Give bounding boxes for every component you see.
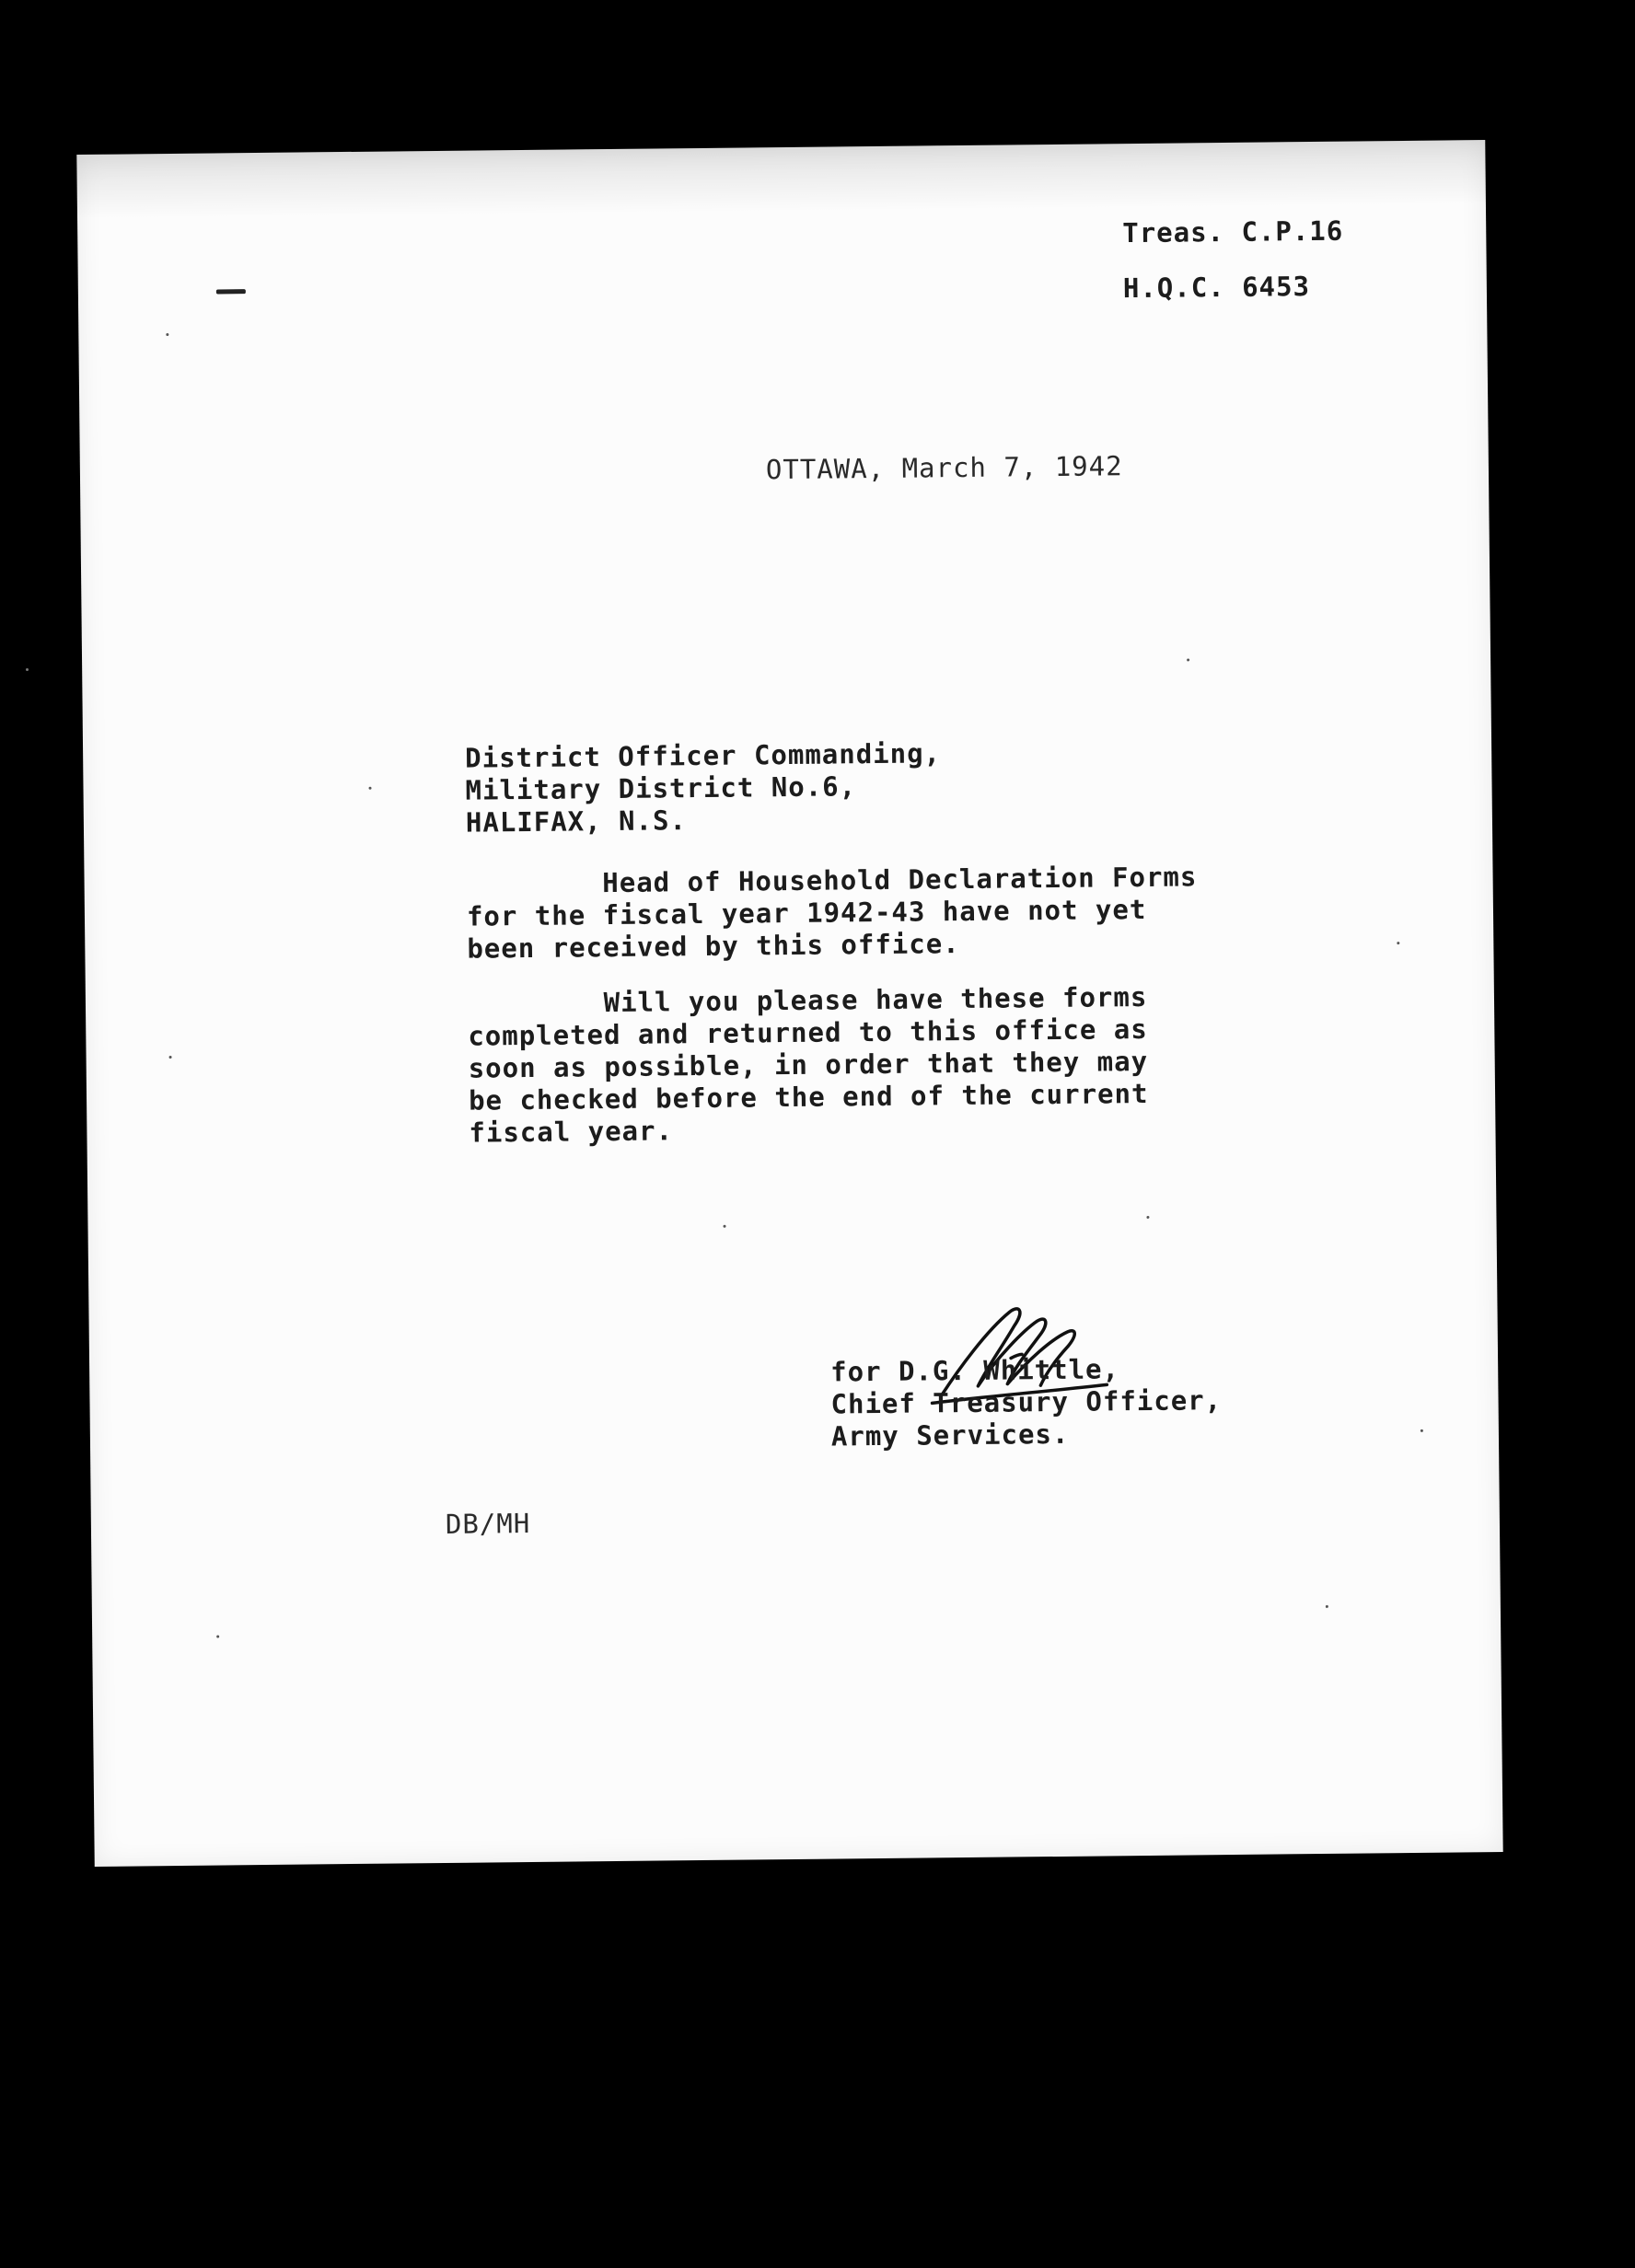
body-line: completed and returned to this office as	[468, 1012, 1148, 1052]
pencil-mark	[216, 289, 246, 294]
body-line: fiscal year.	[469, 1115, 674, 1149]
body-line: Head of Household Declaration Forms	[466, 861, 1198, 900]
file-reference-hqc: H.Q.C. 6453	[1122, 271, 1311, 305]
body-paragraph-2	[468, 981, 1149, 1150]
paper-speck	[1420, 1429, 1423, 1432]
addressee-line: Military District No.6,	[465, 770, 857, 806]
body-line: Will you please have these forms	[467, 980, 1148, 1020]
paper-speck	[369, 787, 372, 790]
paper-speck	[1397, 942, 1399, 944]
body-line: be checked before the end of the current	[468, 1077, 1149, 1117]
body-line: been received by this office.	[467, 928, 960, 965]
paper-speck	[1146, 1216, 1149, 1219]
letter-page	[76, 140, 1502, 1867]
typist-initials: DB/MH	[445, 1507, 531, 1540]
signature-block	[830, 1352, 1223, 1452]
paper-speck	[166, 333, 168, 336]
body-line: soon as possible, in order that they may	[468, 1045, 1149, 1084]
signatory-line: for D.G. Whittle,	[830, 1353, 1120, 1388]
addressee-line: District Officer Commanding,	[465, 737, 942, 774]
addressee-block	[465, 737, 942, 839]
scan-speck	[26, 668, 29, 671]
paper-speck	[1187, 658, 1189, 661]
addressee-line: HALIFAX, N.S.	[465, 804, 688, 839]
dateline: OTTAWA, March 7, 1942	[765, 450, 1123, 486]
paper-speck	[169, 1056, 172, 1059]
file-reference-treasury: Treas. C.P.16	[1122, 214, 1344, 249]
signatory-department: Army Services.	[830, 1418, 1070, 1452]
paper-speck	[724, 1225, 726, 1228]
signatory-title: Chief Treasury Officer,	[830, 1384, 1223, 1420]
paper-speck	[216, 1636, 219, 1638]
paper-speck	[1326, 1605, 1328, 1608]
body-paragraph-1	[466, 861, 1198, 965]
body-line: for the fiscal year 1942-43 have not yet	[466, 893, 1147, 932]
